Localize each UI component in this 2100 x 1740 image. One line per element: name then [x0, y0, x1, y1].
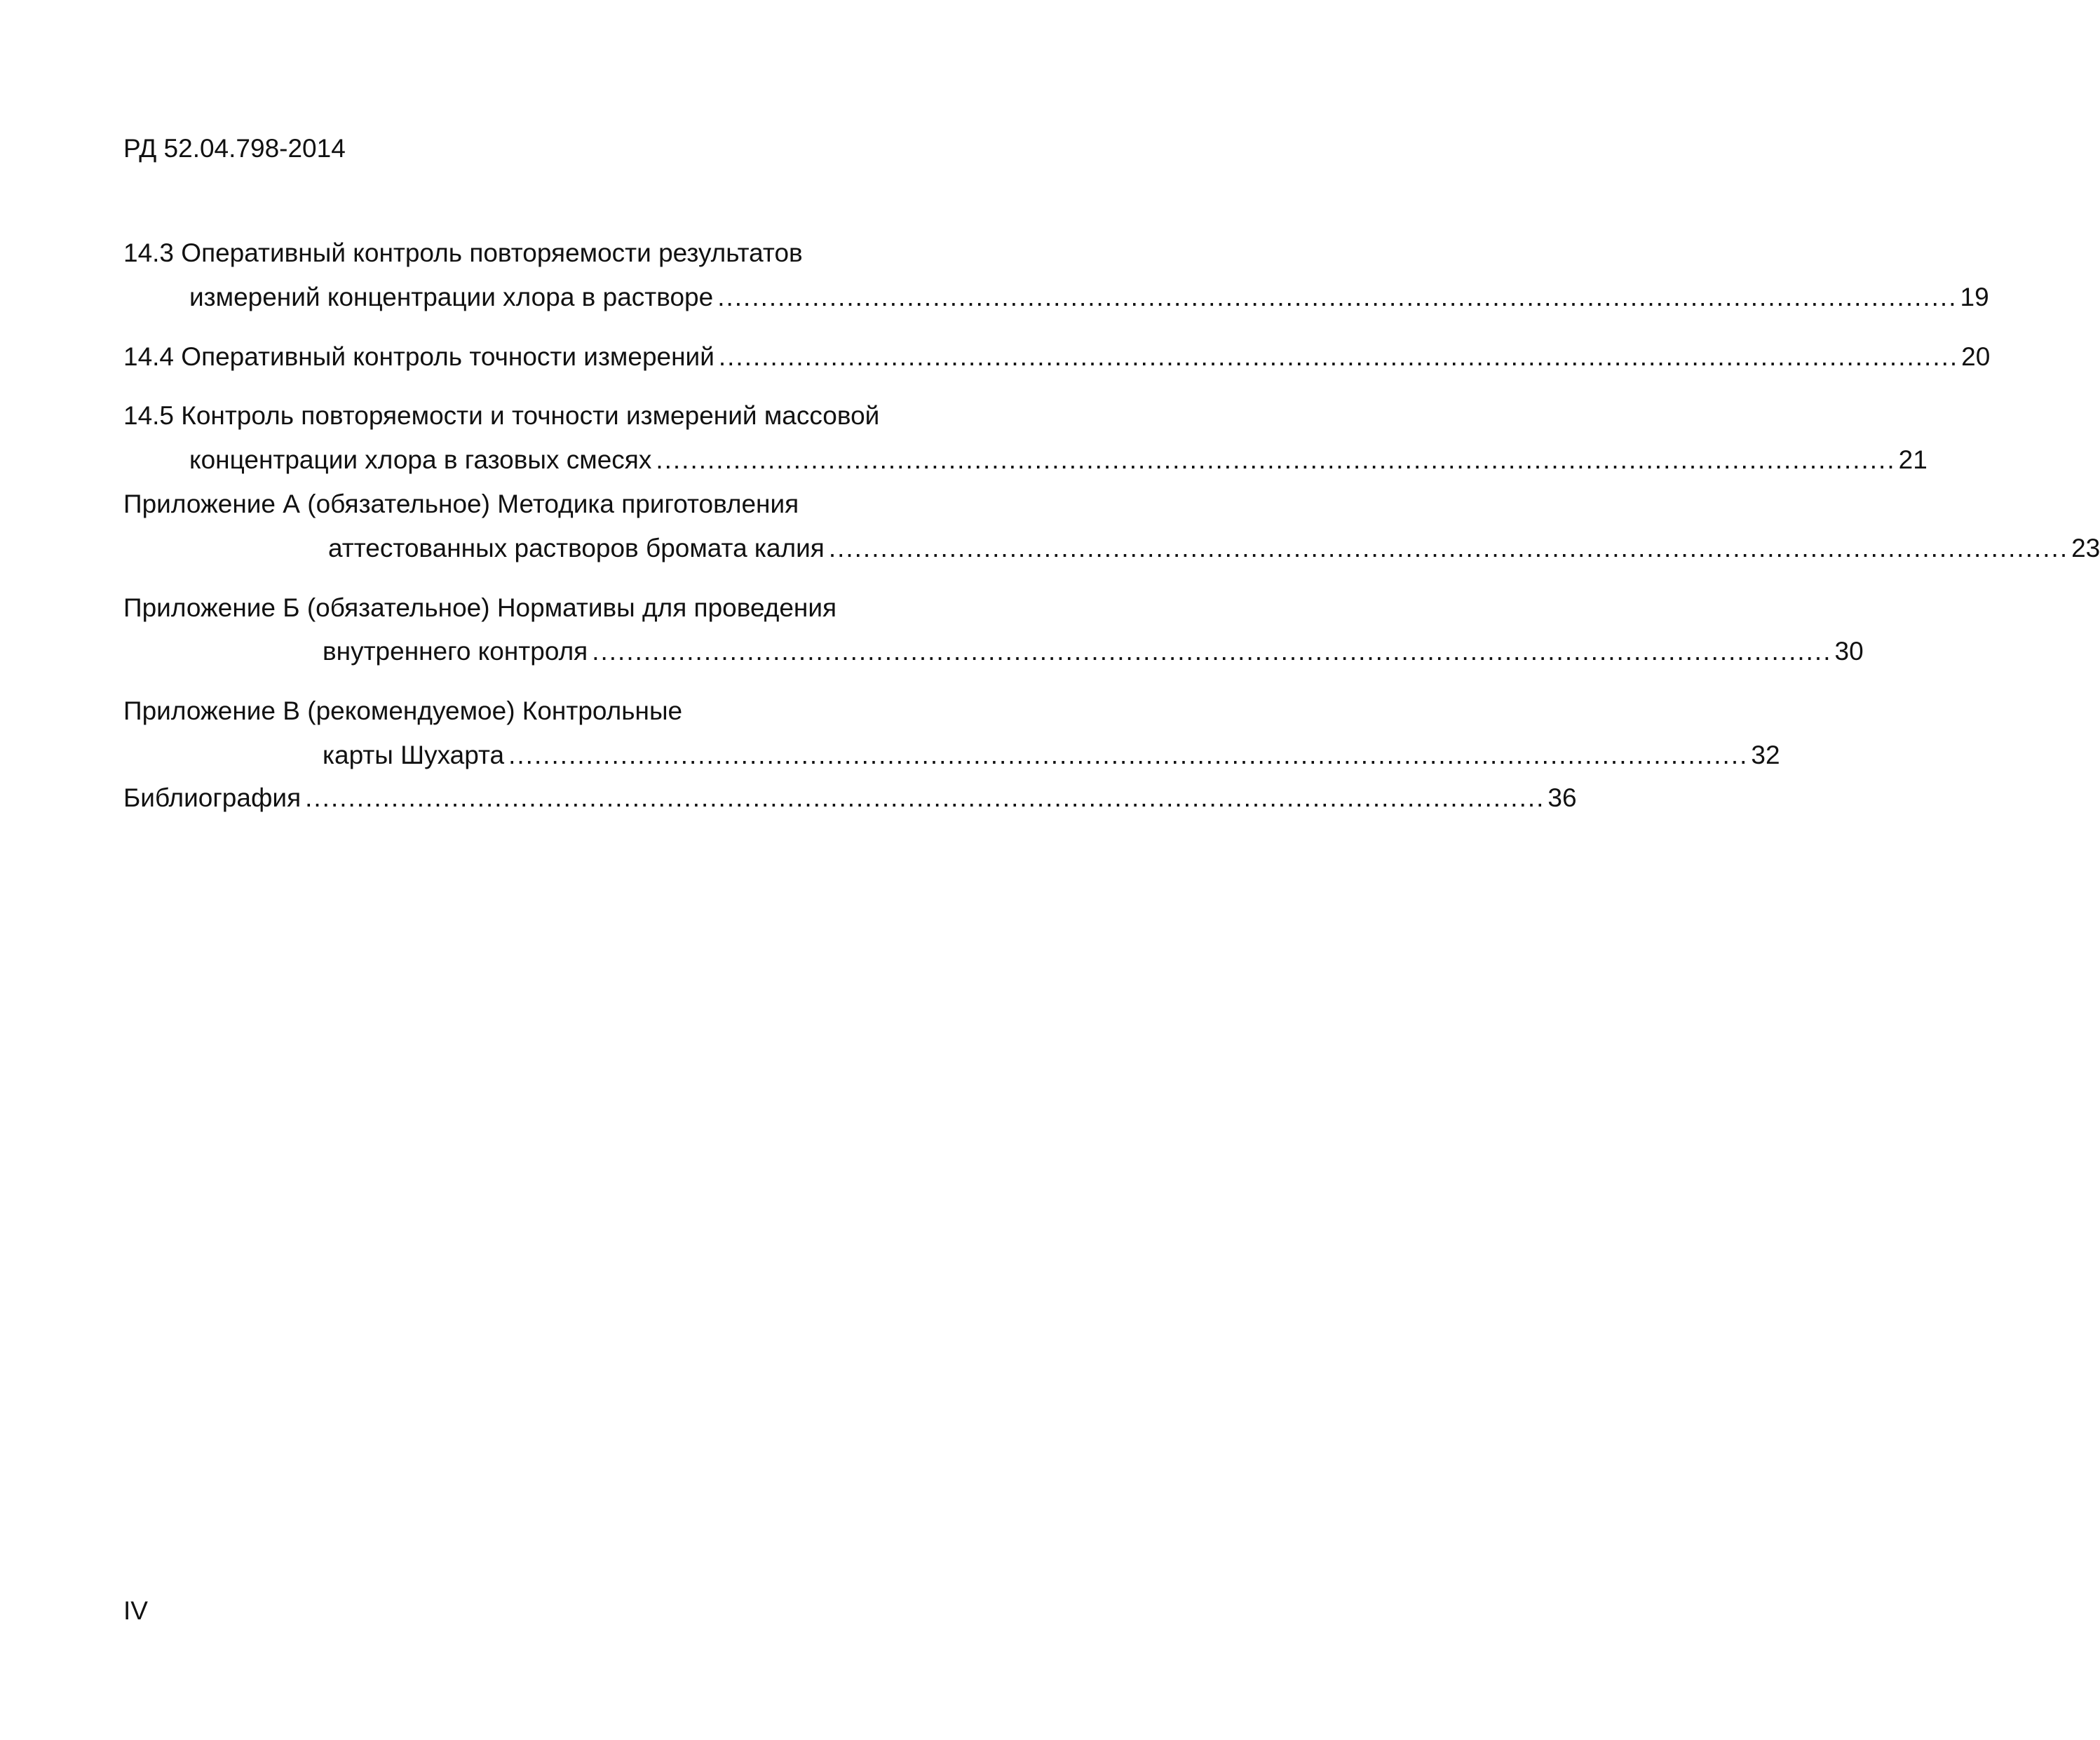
- toc-entry-14-5[interactable]: [189, 443, 1928, 478]
- toc-entry-14-4-title: 14.4 Оперативный контроль точности измерений: [123, 342, 714, 371]
- toc-entry-14-5-page: 21: [1898, 445, 1928, 474]
- toc-entry-14-5-title: 14.5 Контроль повторяемости и точности измерений массовой: [123, 401, 880, 430]
- leader-dots: ................................................................................................................................................: [592, 637, 1832, 666]
- toc-appendix-a-page: 23: [2071, 534, 2100, 562]
- leader-dots: ................................................................................................................................................: [828, 534, 2069, 562]
- toc-appendix-a-continuation: аттестованных растворов бромата калия: [328, 534, 825, 562]
- toc-appendix-b-continuation: внутреннего контроля: [323, 637, 588, 666]
- toc-entry-14-3-page: 19: [1960, 283, 1989, 311]
- toc-appendix-b[interactable]: [323, 634, 1864, 669]
- leader-dots: ................................................................................................................................................: [656, 445, 1896, 474]
- toc-appendix-a-title: Приложение А (обязательное) Методика приготовления: [123, 490, 799, 518]
- toc-entry-14-3[interactable]: [189, 280, 1989, 315]
- toc-bibliography-title: Библиография: [123, 783, 302, 812]
- toc-appendix-b-page: 30: [1834, 637, 1864, 666]
- toc-appendix-b-title: Приложение Б (обязательное) Нормативы для проведения: [123, 593, 837, 622]
- toc-entry-14-4-page: 20: [1961, 342, 1991, 371]
- leader-dots: ................................................................................................................................................: [718, 342, 1959, 371]
- document-code: РД 52.04.798-2014: [123, 134, 346, 163]
- toc-bibliography-page: 36: [1547, 783, 1577, 812]
- leader-dots: ................................................................................................................................................: [717, 283, 1958, 311]
- toc-entry-14-3-title: 14.3 Оперативный контроль повторяемости результатов: [123, 238, 803, 267]
- toc-appendix-v-page: 32: [1751, 741, 1780, 769]
- toc-appendix-v[interactable]: [323, 738, 1780, 773]
- page-number: IV: [123, 1596, 148, 1625]
- toc-appendix-a[interactable]: [328, 531, 2100, 566]
- toc-bibliography[interactable]: [123, 781, 1577, 816]
- leader-dots: ................................................................................................................................................: [508, 741, 1749, 769]
- leader-dots: ................................................................................................................................................: [305, 783, 1545, 812]
- toc-appendix-v-title: Приложение В (рекомендуемое) Контрольные: [123, 696, 683, 725]
- toc-entry-14-5-continuation: концентрации хлора в газовых смесях: [189, 445, 652, 474]
- toc-entry-14-3-continuation: измерений концентрации хлора в растворе: [189, 283, 714, 311]
- toc-entry-14-4[interactable]: [123, 339, 1991, 375]
- toc-appendix-v-continuation: карты Шухарта: [323, 741, 505, 769]
